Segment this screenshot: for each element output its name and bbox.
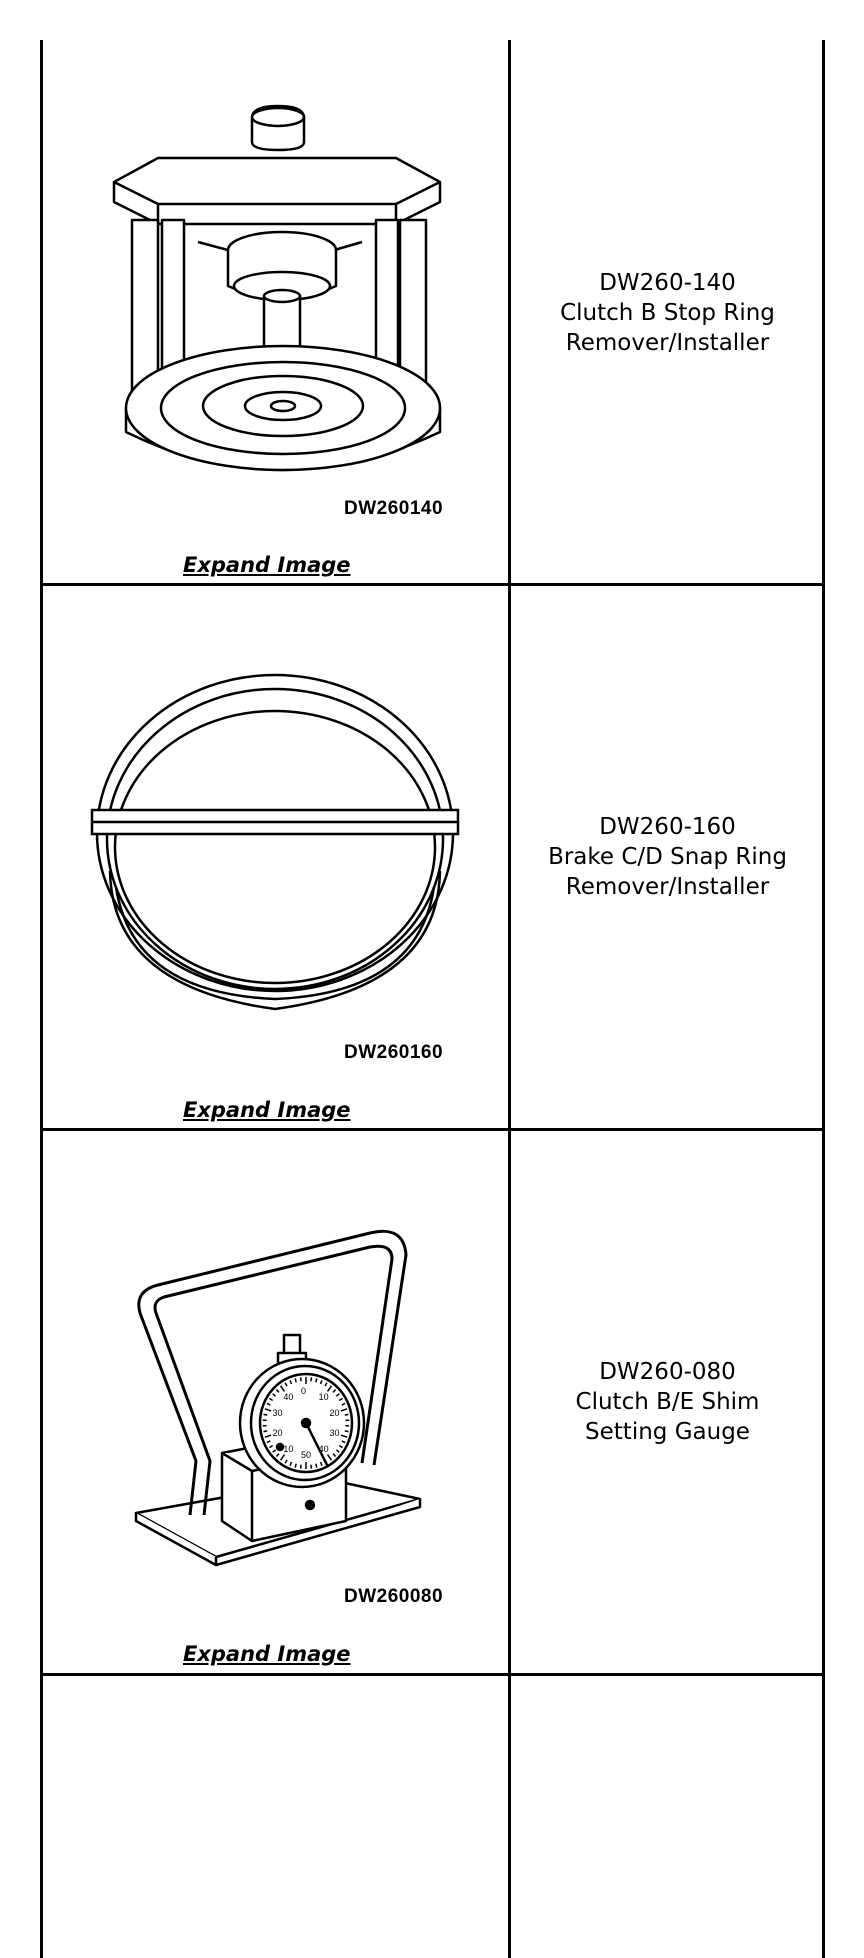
empty-description-cell: [513, 1676, 822, 1958]
tool-number: DW260-080: [599, 1359, 736, 1385]
dial-tick: [295, 1378, 296, 1382]
figure-label: DW260080: [344, 1586, 444, 1607]
dial-tick: [264, 1414, 268, 1415]
tool-description-cell: [513, 586, 822, 1128]
dial-number: 40: [283, 1392, 294, 1403]
dial-tick: [316, 1378, 317, 1382]
dial-number: 40: [318, 1443, 329, 1454]
dial-number: 50: [301, 1450, 312, 1460]
snap-ring-remover-installer-illustration: [92, 675, 458, 1025]
dial-number: 30: [272, 1408, 283, 1419]
dial-tick: [316, 1464, 317, 1468]
table-column-divider: [508, 40, 511, 1958]
dial-number: 10: [283, 1443, 294, 1454]
dial-tick: [295, 1464, 296, 1468]
tool-description-line: Clutch B/E Shim: [575, 1389, 760, 1415]
dial-tick: [345, 1414, 349, 1415]
dial-tick: [345, 1431, 349, 1432]
tool-description-cell: [513, 43, 822, 583]
tool-description-cell: [513, 1131, 822, 1673]
tool-number: DW260-160: [599, 814, 736, 840]
figure-label: DW260140: [344, 498, 444, 519]
dial-tick: [264, 1431, 268, 1432]
table-border-left: [40, 40, 43, 1958]
tool-number: DW260-140: [599, 270, 736, 296]
expand-image-link[interactable]: Expand Image: [183, 553, 351, 577]
tool-description-line: Clutch B Stop Ring: [560, 300, 775, 326]
empty-image-cell: [45, 1676, 510, 1958]
expand-image-link[interactable]: Expand Image: [183, 1098, 351, 1122]
dial-number: 10: [318, 1392, 329, 1403]
dial-number: 20: [272, 1427, 283, 1438]
tool-description-line: Remover/Installer: [565, 330, 770, 356]
figure-label: DW260160: [344, 1042, 444, 1063]
dial-indicator-gauge-illustration: [130, 1205, 430, 1585]
dial-number: 0: [301, 1386, 307, 1396]
table-border-right: [822, 40, 825, 1958]
tool-description-line: Setting Gauge: [585, 1419, 750, 1445]
tool-description-line: Remover/Installer: [565, 874, 770, 900]
dial-number: 20: [329, 1408, 340, 1419]
tool-description-line: Brake C/D Snap Ring: [548, 844, 787, 870]
stop-ring-remover-installer-illustration: [100, 100, 460, 480]
expand-image-link[interactable]: Expand Image: [183, 1642, 351, 1666]
dial-number: 30: [329, 1427, 340, 1438]
